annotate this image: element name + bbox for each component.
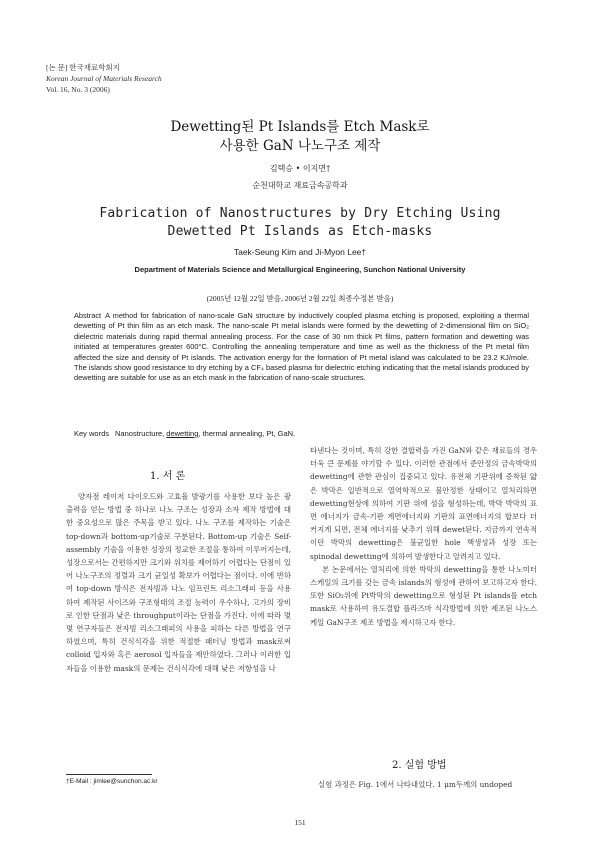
journal-name: Korean Journal of Materials Research (46, 74, 162, 83)
intro-paragraph-continued: 타낸다는 것이며, 특히 강한 결합력을 가진 GaN와 같은 재료들의 경우 더욱 큰 문제를 야기할 수 있다. 이러한 관점에서 준안정의 금속박막의 dewetting에 관한 관심이 집중되고 있다. 유전체 기판위에 증착된 얇은 박막은 일반적으로 열역학적으로 불안정한 상태이고 열처리하면 dewetting현상에 의하여 기판 위에 섬을 형성하는데, 박막 박막의 표면 에너지가 금속-기판 계면에너지와 기판의 표면에너지의 합보다 더 커지게 되면, 전체 에너지를 낮추기 위해 dewet된다. 지금까지 연속적이던 박막의 dewetting은 불균일한 hole 핵생성과 성장 또는 spinodal dewetting에 의하여 발생한다고 알려지고 있다. (310, 446, 537, 561)
footnote-divider (66, 774, 152, 775)
keywords-label: Key words (74, 429, 110, 438)
methods-paragraph-start: 실험 과정은 Fig. 1에서 나타내었다. 1 μm두께의 undoped (318, 780, 513, 789)
keywords-lead: Nanostructure, (115, 429, 167, 438)
journal-category: [논 문] 한국재료학회지 (46, 63, 120, 72)
intro-paragraph-2: 본 논문에서는 열처리에 의한 박막의 dewetting을 통한 나노미터 스케일의 크기를 갖는 금속 islands의 형성에 관하여 보고하고자 한다. 또한 SiO₂위에 Pt박막의 dewetting으로 형성된 Pt islands를 etch mask로 사용하여 유도결합 플라즈마 식각방법에 의한 제조된 나노스케일 GaN구조 제조 방법을 제시하고자 한다. (310, 564, 537, 627)
section-heading-introduction: 1. 서 론 (150, 471, 186, 482)
korean-title-line-2: 사용한 GaN 나노구조 제작 (219, 138, 381, 154)
english-title-line-1: Fabrication of Nanostructures by Dry Etching Using (99, 206, 501, 221)
section-heading-methods: 2. 실험 방법 (392, 760, 447, 771)
page-number: 151 (294, 818, 306, 827)
english-title (0, 205, 600, 241)
corresponding-email: †E-Mail : jimlee@sunchon.ac.kr (66, 778, 158, 785)
journal-volume: Vol. 16, No. 3 (2006) (46, 85, 110, 94)
abstract-label: Abstract (74, 311, 102, 320)
intro-paragraph-1: 양자점 레이저 다이오드와 고효율 발광기를 사용한 보다 높은 광 출력을 얻는 방법 중 하나로 나노 구조는 성장과 소자 제작 방법에 대한 중요성으로 많은 주목을 받고 있다. 나노 구조를 제작하는 기술은 top-down과 bottom-up기술로 구분된다. Bottom-up 기술은 Self-assembly 기술을 이용한 성장의 정교한 조절을 통하여 이루어지는데, 성장으로서는 간편하지만 크기와 위치를 제어하기 어렵다는 단점이 있어 나노구조의 정렬과 크기 균일성 확보가 어렵다는 점이다. 이에 반하여 top-down 방식은 전자빔과 나노 임프린트 리소그래피 등을 사용하여 제작된 사이즈와 구조형태의 조절 능력이 우수하나, 고가의 장비로 인한 단점과 낮은 throughput이라는 단점을 가진다. 이에 따라 몇몇 연구자들은 전자빔 리소그래피의 사용을 피하는 다른 방법을 연구하였으며, 특히 건식식각을 위한 적절한 패터닝 방법과 mask로써 colloid 입자와 혹은 aerosol 입자들을 제안하였다. 그러나 이러한 입자들을 이용한 mask의 문제는 건식식각에 대해 낮은 저항성을 나 (66, 492, 291, 673)
abstract-text: A method for fabrication of nano-scale GaN structure by inductively coupled plasma etching is proposed, exploiting a thermal dewetting of Pt thin film as an etch mask. The nano-scale Pt metal islands were formed by the dewetting of 2-dimensional film on SiO₂ dielectric materials during rapid thermal annealing process. For the case of 30 nm thick Pt films, pattern formation and dewetting was initiated at temperatures greater 600°C. Controlling the annealing temperature and time as well as the thickness of the Pt metal film affected the size and density of Pt islands. The activation energy for the formation of Pt metal island was calculated to be 23.2 KJ/mole. The islands show good resistance to dry etching by a CF₄ based plasma for dielectric etching indicating that the metal islands produced by dewetting are suitable for use as an etch mask in the fabrication of nano-scale structures. (74, 311, 529, 383)
journal-header (46, 62, 162, 95)
english-authors: Taek-Seung Kim and Ji-Myon Lee† (233, 247, 367, 257)
english-title-line-2: Dewetted Pt Islands as Etch-masks (167, 224, 433, 239)
right-column-body (310, 444, 537, 629)
korean-title (0, 118, 600, 156)
keywords (74, 429, 295, 438)
keywords-rest: , thermal annealing, Pt, GaN. (198, 429, 296, 438)
english-affiliation: Department of Materials Science and Metallurgical Engineering, Sunchon National University (134, 265, 466, 274)
abstract (74, 311, 529, 384)
received-dates: (2005년 12월 22일 받음, 2006년 2월 22일 최종수정본 받음) (206, 294, 394, 303)
korean-title-line-1: Dewetting된 Pt Islands를 Etch Mask로 (170, 119, 430, 135)
keyword-dewetting: dewetting (166, 429, 199, 438)
korean-affiliation: 순천대학교 재료금속공학과 (252, 181, 348, 190)
korean-authors: 김택승 • 이지면† (269, 164, 331, 173)
left-column-body (66, 490, 291, 675)
